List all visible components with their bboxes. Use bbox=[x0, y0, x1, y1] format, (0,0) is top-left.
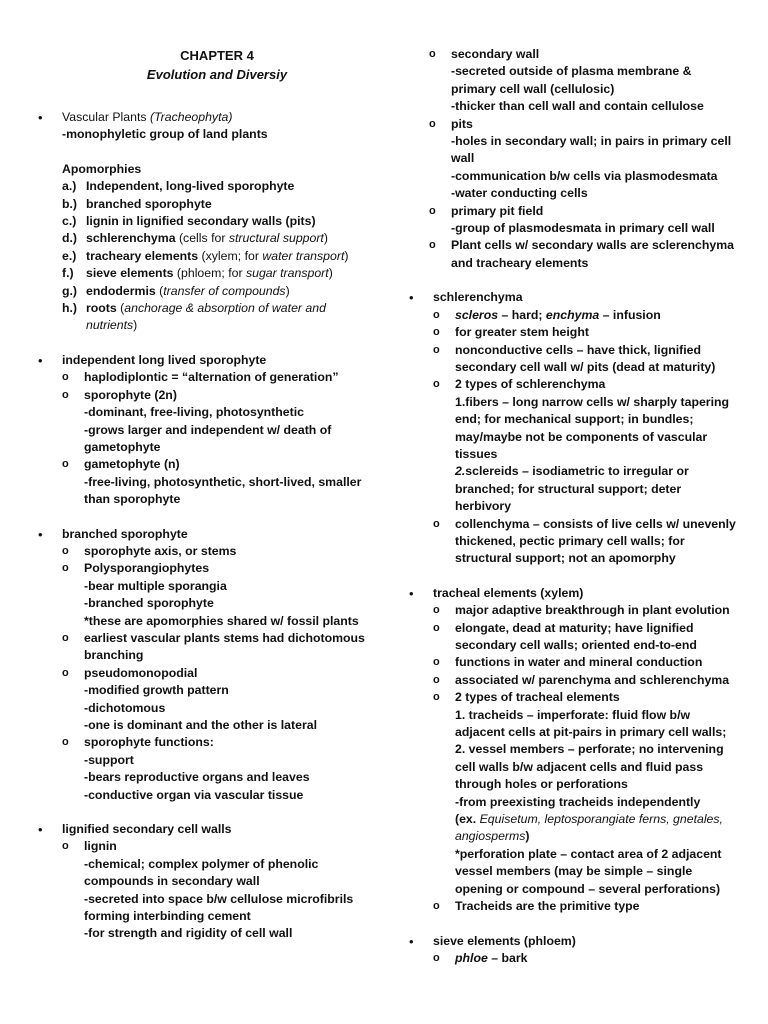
circle-bullet-icon: o bbox=[433, 326, 440, 339]
circle-bullet-icon: o bbox=[433, 691, 440, 704]
bullet-icon: • bbox=[38, 110, 43, 125]
bullet-icon: • bbox=[409, 585, 414, 601]
circle-bullet-icon: o bbox=[429, 117, 436, 130]
circle-bullet-icon: o bbox=[429, 48, 436, 60]
sub-item: o Plant cells w/ secondary walls are sclerenchyma and tracheary elements bbox=[429, 238, 734, 270]
sub-item: o functions in water and mineral conduction bbox=[433, 654, 739, 671]
circle-bullet-icon: o bbox=[62, 840, 69, 853]
bullet-icon: • bbox=[409, 290, 414, 306]
circle-bullet-icon: o bbox=[62, 388, 69, 401]
circle-bullet-icon: o bbox=[62, 562, 69, 575]
circle-bullet-icon: o bbox=[433, 378, 440, 391]
section-schlerenchyma: • schlerenchyma o scleros – hard; enchyma – infusion o for greater stem height o nonconductive cells – have thick, lignified secondary cell wall w/ pits (dead at maturity) o 2 types of schlerenchyma 1.fibers – long narrow cells w/ sharply tapering end; for mechanical support; in bundles; may/maybe not be components of vascular tissues 2.sclereids – isodiametric to irregular or branched; for structural support; deter herbivory o collenchyma – consists of live cells w/ unevenly thickened, pectic primary cell walls; for structural support; not an apomorphy bbox=[409, 289, 739, 568]
chapter-subtitle: Evolution and Diversiy bbox=[146, 67, 288, 82]
sub-item: o gametophyte (n) -free-living, photosynthetic, short-lived, smaller than sporophyte bbox=[62, 457, 362, 507]
bullet-icon: • bbox=[38, 526, 43, 542]
section-walls-continued bbox=[409, 46, 739, 272]
circle-bullet-icon: o bbox=[433, 308, 440, 321]
sub-item: o Tracheids are the primitive type bbox=[433, 898, 739, 915]
sub-item: o sporophyte (2n) -dominant, free-living, photosynthetic -grows larger and independent w/ death of gametophyte bbox=[62, 387, 332, 454]
sub-item: o sporophyte functions: -support -bears reproductive organs and leaves -conductive organ via vascular tissue bbox=[62, 735, 310, 802]
circle-bullet-icon: o bbox=[62, 736, 69, 749]
left-column bbox=[38, 46, 368, 943]
circle-bullet-icon: o bbox=[433, 951, 440, 964]
section-sporophyte: • independent long lived sporophyte o haplodiplontic = “alternation of generation” o sporophyte (2n) -dominant, free-living, photosynthetic -grows larger and independent w/ death of gametophyte o gametophyte (n) -free-living, photosynthetic, short-lived, smaller than sporophyte bbox=[38, 352, 368, 509]
circle-bullet-icon: o bbox=[433, 517, 440, 530]
section-vascular-plants: • Vascular Plants (Tracheophyta) -monophyletic group of land plants Apomorphies a.) Independent, long-lived sporophyte b.) branched sporophyte c.) lignin in lignified secondary walls (pits) d.) schlerenchyma (cells for structural support) e.) tracheary elements (xylem; for water transport) f.) sieve elements (phloem; for sugar transport) g.) endodermis (transfer of compounds) h.) roots (anchorage & absorption of water and nutrients) bbox=[38, 109, 368, 335]
circle-bullet-icon: o bbox=[433, 673, 440, 686]
circle-bullet-icon: o bbox=[433, 604, 440, 617]
sub-item: o primary pit field -group of plasmodesmata in primary cell wall bbox=[429, 203, 715, 236]
apomorphy-item: a.) Independent, long-lived sporophyte bbox=[62, 179, 295, 194]
apomorphy-item: d.) schlerenchyma (cells for structural support) bbox=[62, 231, 328, 246]
sub-item: o secondary wall -secreted outside of plasma membrane & primary cell wall (cellulosic) -thicker than cell wall and contain cellulose bbox=[429, 47, 704, 114]
sub-item: o lignin -chemical; complex polymer of phenolic compounds in secondary wall -secreted into space b/w cellulose microfibrils forming interbinding cement -for strength and rigidity of cell wall bbox=[62, 839, 354, 941]
circle-bullet-icon: o bbox=[433, 621, 440, 634]
sub-item: o pseudomonopodial -modified growth pattern -dichotomous -one is dominant and the other is lateral bbox=[62, 665, 317, 732]
apomorphy-item: f.) sieve elements (phloem; for sugar transport) bbox=[62, 266, 333, 281]
circle-bullet-icon: o bbox=[62, 544, 69, 557]
sub-item: o earliest vascular plants stems had dichotomous branching bbox=[62, 630, 365, 663]
sub-item: o elongate, dead at maturity; have lignified secondary cell walls; oriented end-to-end bbox=[433, 620, 697, 652]
sub-item: o collenchyma – consists of live cells w/ unevenly thickened, pectic primary cell walls; for structural support; not an apomorphy bbox=[433, 516, 736, 566]
circle-bullet-icon: o bbox=[62, 458, 69, 471]
circle-bullet-icon: o bbox=[433, 656, 440, 669]
sub-item: o pits -holes in secondary wall; in pairs in primary cell wall -communication b/w cells via plasmodesmata -water conducting cells bbox=[429, 116, 732, 201]
circle-bullet-icon: o bbox=[62, 631, 69, 644]
circle-bullet-icon: o bbox=[429, 239, 436, 252]
apomorphies-list bbox=[62, 178, 368, 335]
sub-item: o sporophyte axis, or stems bbox=[62, 543, 368, 560]
bullet-icon: • bbox=[38, 822, 43, 838]
circle-bullet-icon: o bbox=[62, 666, 69, 679]
section-sieve-elements: • sieve elements (phloem) o phloe – bark bbox=[409, 933, 739, 968]
sub-item: o 2 types of tracheal elements 1. tracheids – imperforate: fluid flow b/w adjacent cells at pit-pairs in primary cell walls; 2. vessel members – perforate; no intervening cell walls b/w adjacent cells and fluid pass through holes or perforations -from preexisting tracheids independently (ex. Equisetum, leptosporangiate ferns, gnetales, angiosperms) *perforation plate – contact area of 2 adjacent vessel members (may be simple – single opening or compound – several perforations) bbox=[433, 690, 727, 896]
bullet-icon: • bbox=[38, 352, 43, 368]
right-column bbox=[409, 46, 739, 967]
chapter-header bbox=[66, 46, 368, 84]
sub-item: o nonconductive cells – have thick, lignified secondary cell wall w/ pits (dead at maturity) bbox=[433, 342, 716, 374]
bullet-icon: • bbox=[409, 933, 414, 949]
circle-bullet-icon: o bbox=[433, 343, 440, 356]
apomorphy-item: e.) tracheary elements (xylem; for water transport) bbox=[62, 248, 349, 263]
sub-item: o 2 types of schlerenchyma 1.fibers – long narrow cells w/ sharply tapering end; for mechanical support; in bundles; may/maybe not be components of vascular tissues 2.sclereids – isodiametric to irregular or branched; for structural support; deter herbivory bbox=[433, 377, 730, 514]
sub-item: o for greater stem height bbox=[433, 324, 739, 341]
apomorphies-heading: Apomorphies bbox=[62, 161, 142, 176]
sub-item: o haplodiplontic = “alternation of generation” bbox=[62, 369, 368, 386]
apomorphy-item: b.) branched sporophyte bbox=[62, 196, 212, 211]
sub-item: o major adaptive breakthrough in plant evolution bbox=[433, 602, 739, 619]
apomorphy-item: g.) endodermis (transfer of compounds) bbox=[62, 283, 290, 298]
section-lignified-walls: • lignified secondary cell walls o lignin -chemical; complex polymer of phenolic compounds in secondary wall -secreted into space b/w cellulose microfibrils forming interbinding cement -for strength and rigidity of cell wall bbox=[38, 821, 368, 943]
section-branched-sporophyte: • branched sporophyte o sporophyte axis, or stems o Polysporangiophytes -bear multiple sporangia -branched sporophyte *these are apomorphies shared w/ fossil plants o earliest vascular plants stems had dichotomous branching o pseudomonopodial -modified growth pattern -dichotomous -one is dominant and the other is lateral o sporophyte functions: -support -bears reproductive organs and leaves -conductive organ via vascular tissue bbox=[38, 526, 368, 805]
circle-bullet-icon: o bbox=[433, 900, 440, 913]
apomorphy-item: h.) roots (anchorage & absorption of water and nutrients) bbox=[62, 301, 326, 333]
circle-bullet-icon: o bbox=[62, 371, 69, 384]
section-tracheal-elements: • tracheal elements (xylem) o major adaptive breakthrough in plant evolution o elongate, dead at maturity; have lignified secondary cell walls; oriented end-to-end o functions in water and mineral conduction o associated w/ parenchyma and schlerenchyma o 2 types of tracheal elements 1. tracheids – imperforate: fluid flow b/w adjacent cells at pit-pairs in primary cell walls; 2. vessel members – perforate; no intervening cell walls b/w adjacent cells and fluid pass through holes or perforations -from preexisting tracheids independently (ex. Equisetum, leptosporangiate ferns, gnetales, angiosperms) *perforation plate – contact area of 2 adjacent vessel members (may be simple – single opening or compound – several perforations) o Tracheids are the primitive type bbox=[409, 585, 739, 916]
sub-item: o Polysporangiophytes -bear multiple sporangia -branched sporophyte *these are apomorphies shared w/ fossil plants bbox=[62, 561, 359, 628]
apomorphy-item: c.) lignin in lignified secondary walls (pits) bbox=[62, 214, 316, 229]
chapter-title: CHAPTER 4 bbox=[180, 48, 254, 63]
sub-item: o phloe – bark bbox=[433, 950, 739, 967]
circle-bullet-icon: o bbox=[429, 204, 436, 217]
sub-item: o associated w/ parenchyma and schlerenchyma bbox=[433, 672, 739, 689]
sub-item: o scleros – hard; enchyma – infusion bbox=[433, 307, 739, 324]
